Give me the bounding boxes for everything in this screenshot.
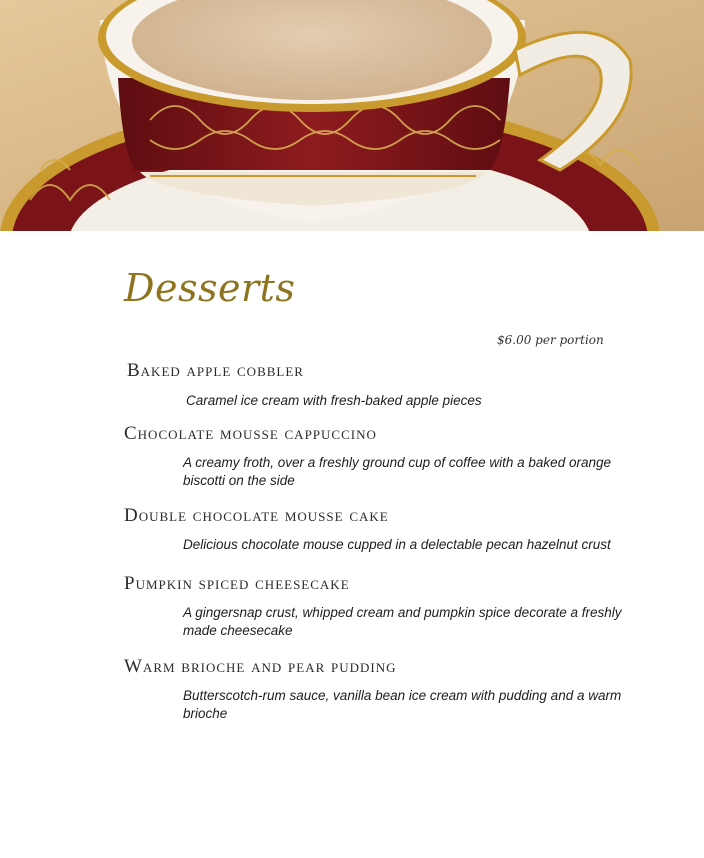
item-name: Baked apple cobbler — [127, 360, 304, 381]
menu-item — [0, 656, 704, 722]
menu-item — [0, 423, 704, 489]
item-name: Chocolate mousse cappuccino — [124, 423, 377, 444]
menu-item — [0, 505, 704, 554]
item-description: A gingersnap crust, whipped cream and pumpkin spice decorate a freshly made cheesecake — [183, 605, 622, 638]
menu-title: Desserts — [124, 266, 296, 310]
item-description: A creamy froth, over a freshly ground cup of coffee with a baked orange biscotti on the side — [183, 455, 611, 488]
item-name: Pumpkin spiced cheesecake — [124, 573, 350, 594]
hero-teacup-image — [0, 0, 704, 231]
price-note: $6.00 per portion — [497, 333, 604, 347]
item-description: Butterscotch-rum sauce, vanilla bean ice cream with pudding and a warm brioche — [183, 688, 622, 721]
item-name: Double chocolate mousse cake — [124, 505, 389, 526]
item-name: Warm brioche and pear pudding — [124, 656, 397, 677]
item-description: Delicious chocolate mouse cupped in a delectable pecan hazelnut crust — [183, 537, 611, 552]
item-description: Caramel ice cream with fresh-baked apple pieces — [186, 393, 482, 408]
menu-item — [0, 360, 704, 410]
menu-item — [0, 573, 704, 639]
